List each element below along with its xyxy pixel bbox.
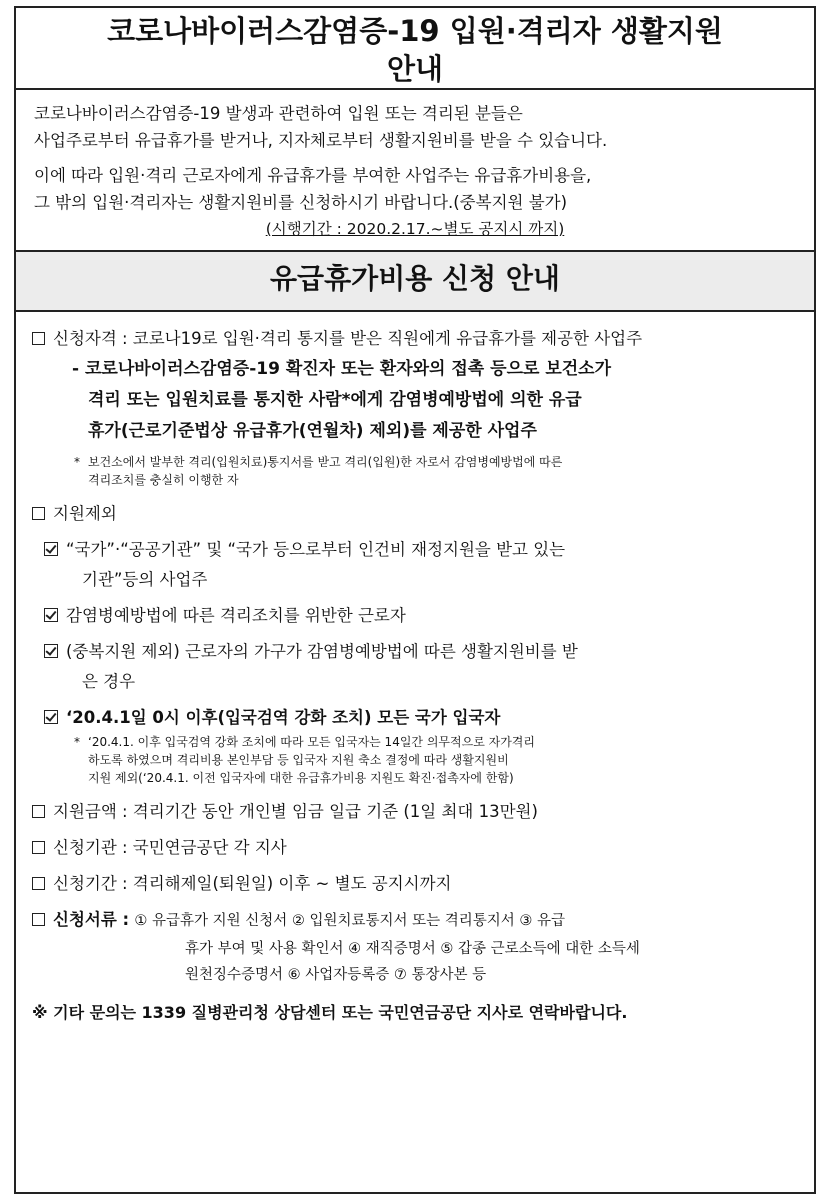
page-title <box>16 8 814 90</box>
exclusion-entry-2-line1: 감염병예방법에 따른 격리조치를 위반한 근로자 <box>66 606 406 625</box>
eligibility-item <box>32 324 798 354</box>
note-asterisk: * <box>74 455 80 469</box>
exclusion-entry-1 <box>32 535 798 595</box>
documents-line3: 원천징수증명서 ⑥ 사업자등록증 ⑦ 통장사본 등 <box>185 967 487 983</box>
square-bullet-icon <box>32 841 45 854</box>
exclusion-note-line2: 하도록 하였으며 격리비용 본인부담 등 입국자 지원 축소 결정에 따라 생활지원비 <box>88 753 509 767</box>
exclusion-entry-4 <box>32 703 798 733</box>
exclusion-entry-2 <box>32 601 798 631</box>
apply-period-text: 신청기간 : 격리해제일(퇴원일) 이후 ~ 별도 공지시까지 <box>53 874 452 893</box>
square-bullet-icon <box>32 913 45 926</box>
title-line-2: 안내 <box>386 52 444 86</box>
agency-text: 신청기관 : 국민연금공단 각 지사 <box>53 838 287 857</box>
checkbox-icon <box>44 644 58 658</box>
documents-item <box>32 905 798 936</box>
exclusion-note-line3: 지원 제외(‘20.4.1. 이전 입국자에 대한 유급휴가비용 지원도 확진·접촉자에 한함) <box>88 771 514 785</box>
eligibility-label: 신청자격 : 코로나19로 입원·격리 통지를 받은 직원에게 유급휴가를 제공한 사업주 <box>53 329 643 348</box>
note-asterisk: * <box>74 735 80 749</box>
notice-frame <box>14 6 816 1194</box>
eligibility-note <box>32 453 798 489</box>
apply-period-item <box>32 869 798 899</box>
section-title: 유급휴가비용 신청 안내 <box>16 250 814 312</box>
guide-body <box>16 312 814 1028</box>
eligibility-sub-line1: - 코로나바이러스감염증-19 확진자 또는 환자와의 접촉 등으로 보건소가 <box>72 359 612 379</box>
documents-line1: ① 유급휴가 지원 신청서 ② 입원치료통지서 또는 격리통지서 ③ 유급 <box>134 913 566 929</box>
exclusion-entry-1-line1: “국가”·“공공기관” 및 “국가 등으로부터 인건비 재정지원을 받고 있는 <box>66 540 566 559</box>
exclusion-entry-3 <box>32 637 798 697</box>
square-bullet-icon <box>32 332 45 345</box>
exclusion-note <box>32 733 798 787</box>
intro-p2-line1: 이에 따라 입원·격리 근로자에게 유급휴가를 부여한 사업주는 유급휴가비용을, <box>34 166 592 185</box>
exclusion-entry-1-line2: 기관”등의 사업주 <box>82 570 208 589</box>
square-bullet-icon <box>32 805 45 818</box>
checkbox-icon <box>44 710 58 724</box>
documents-line2: 휴가 부여 및 사용 확인서 ④ 재직증명서 ⑤ 갑종 근로소득에 대한 소득세 <box>185 941 640 957</box>
checkbox-icon <box>44 608 58 622</box>
documents-label: 신청서류 : <box>53 910 130 929</box>
exclusion-item <box>32 499 798 529</box>
eligibility-sub-line2: 격리 또는 입원치료를 통지한 사람*에게 감염병예방법에 의한 유급 <box>88 390 582 410</box>
eligibility-note-line1: 보건소에서 발부한 격리(입원치료)통지서를 받고 격리(입원)한 자로서 감염병예방법에 따른 <box>88 455 563 469</box>
exclusion-entry-3-line2: 은 경우 <box>82 672 136 691</box>
contact-footer: ※ 기타 문의는 1339 질병관리청 상담센터 또는 국민연금공단 지사로 연락바랍니다. <box>32 1003 628 1022</box>
title-line-1: 코로나바이러스감염증-19 입원·격리자 생활지원 <box>107 14 723 48</box>
amount-text: 지원금액 : 격리기간 동안 개인별 임금 일급 기준 (1일 최대 13만원) <box>53 802 538 821</box>
square-bullet-icon <box>32 507 45 520</box>
enforcement-period: (시행기간 : 2020.2.17.~별도 공지시 까지) <box>265 220 565 238</box>
intro-section <box>16 90 814 242</box>
amount-item <box>32 797 798 827</box>
square-bullet-icon <box>32 877 45 890</box>
eligibility-note-line2: 격리조치를 충실히 이행한 자 <box>88 473 239 487</box>
intro-p1-line2: 사업주로부터 유급휴가를 받거나, 지자체로부터 생활지원비를 받을 수 있습니다. <box>34 131 608 150</box>
exclusion-note-line1: ‘20.4.1. 이후 입국검역 강화 조치에 따라 모든 입국자는 14일간 의무적으로 자가격리 <box>88 735 535 749</box>
agency-item <box>32 833 798 863</box>
exclusion-entry-4-line1: ‘20.4.1일 0시 이후(입국검역 강화 조치) 모든 국가 입국자 <box>66 708 501 727</box>
eligibility-sub-line3: 휴가(근로기준법상 유급휴가(연월차) 제외)를 제공한 사업주 <box>88 421 537 441</box>
checkbox-icon <box>44 542 58 556</box>
intro-p2-line2: 그 밖의 입원·격리자는 생활지원비를 신청하시기 바랍니다.(중복지원 불가) <box>34 193 568 212</box>
exclusion-label: 지원제외 <box>53 504 117 523</box>
intro-p1-line1: 코로나바이러스감염증-19 발생과 관련하여 입원 또는 격리된 분들은 <box>34 104 523 123</box>
exclusion-entry-3-line1: (중복지원 제외) 근로자의 가구가 감염병예방법에 따른 생활지원비를 받 <box>66 642 578 661</box>
